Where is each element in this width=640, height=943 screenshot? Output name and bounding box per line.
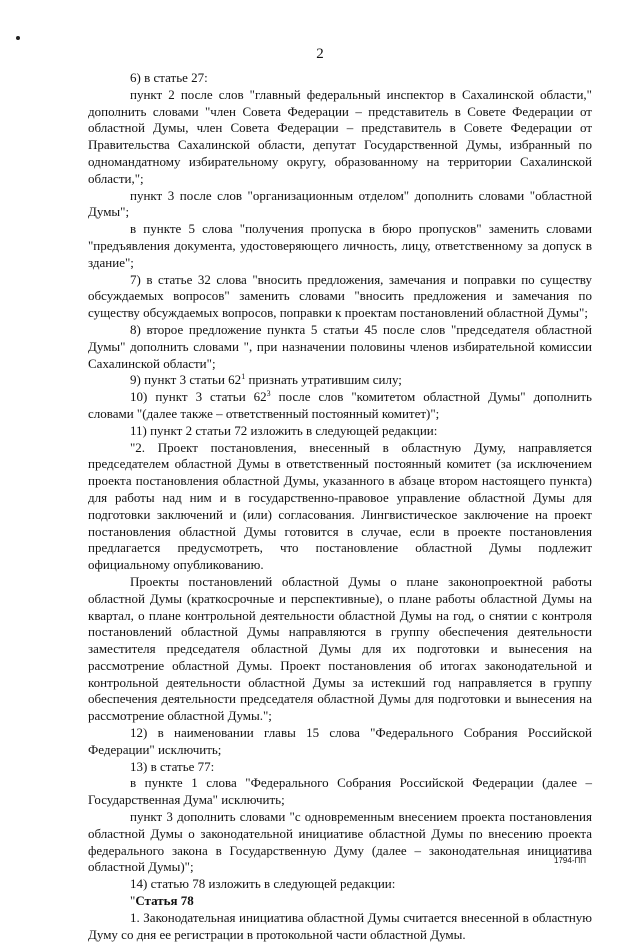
paragraph: в пункте 1 слова "Федерального Собрания Российской Федерации (далее – Государственная Дума" исключить;	[88, 775, 592, 808]
document-code: 1794-ПП	[554, 856, 586, 865]
paragraph: Проекты постановлений областной Думы о плане законопроектной работы областной Думы (краткосрочные и перспективные), о плане работы областной Думы на квартал, о плане контрольной деятельности областной Думы на год, о снятии с контроля постановлений областной Думы направляются в группу обеспечения деятельности заместителя председателя областной Думы для их подготовки и вынесения на рассмотрение областной Думы. Проект постановления об итогах законодательной и контрольной деятельности областной Думы за истекший год направляется в группу обеспечения деятельности председателя областной Думы для подготовки и вынесения на рассмотрение областной Думы.";	[88, 573, 592, 724]
article-heading: "Статья 78	[130, 893, 194, 909]
paragraph: 14) статью 78 изложить в следующей редакции:	[130, 876, 396, 892]
paragraph: пункт 3 после слов "организационным отделом" дополнить словами "областной Думы";	[88, 187, 592, 220]
paragraph: пункт 3 дополнить словами "с одновременным внесением проекта постановления областной Думы о законодательной инициативе областной Думы по внесению проекта федерального закона в Государственную Думу (далее – законодательная инициатива областной Думы)";	[88, 809, 592, 875]
paragraph: 8) второе предложение пункта 5 статьи 45 после слов "председателя областной Думы" дополнить словами ", при назначении половины членов избирательной комиссии Сахалинской области";	[88, 321, 592, 371]
paragraph-item-10: 10) пункт 3 статьи $62^3$ после слов "комитетом областной Думы" дополнить словами "(далее также – ответственный постоянный комитет)";	[88, 389, 592, 421]
paragraph: 13) в статье 77:	[130, 758, 215, 774]
page-number: 2	[316, 46, 324, 62]
paragraph: "2. Проект постановления, внесенный в областную Думу, направляется председателем областной Думы в ответственный постоянный комитет (за исключением проекта постановления областной Думы, указанного в абзаце втором настоящего пункта) для работы над ним и в государственно-правовое управление областной Думы для подготовки заключений и (или) согласования. Лингвистическое заключение на проект постановления областной Думы готовится в случае, если в проекте постановления предлагается предусмотреть, что постановление областной Думы подлежит официальному опубликованию.	[88, 439, 592, 573]
superscript: 1	[241, 372, 246, 382]
superscript: 3	[266, 389, 271, 399]
paragraph: в пункте 5 слова "получения пропуска в бюро пропусков" заменить словами "предъявления документа, удостоверяющего личность, лицу, ответственному за допуск в здание";	[88, 221, 592, 270]
article-title: Статья 78	[135, 893, 194, 909]
paragraph: 1. Законодательная инициатива областной Думы считается внесенной в областную Думу со дня ее регистрации в протокольной части областной Думы.	[88, 909, 592, 942]
scan-speck	[16, 36, 20, 40]
paragraph: 11) пункт 2 статьи 72 изложить в следующей редакции:	[130, 422, 438, 438]
document-body	[88, 70, 592, 943]
paragraph: 6) в статье 27:	[130, 70, 208, 85]
paragraph: 7) в статье 32 слова "вносить предложения, замечания и поправки по существу обсуждаемых вопросов" заменить словами "вносить предложения и замечания по существу обсуждаемых вопросов, поправки к проектам постановлений областной Думы";	[88, 271, 592, 321]
paragraph: 12) в наименовании главы 15 слова "Федерального Собрания Российской Федерации" исключить;	[88, 725, 592, 757]
paragraph: пункт 2 после слов "главный федеральный инспектор в Сахалинской области," дополнить словами "член Совета Федерации – представитель в Совете Федерации от областной Думы, член Совета Федерации – представитель в Совете Федерации от Правительства Сахалинской области, депутат Государственной Думы, избранный по одномандатному избирательному округу, образованному на территории Сахалинской области,";	[88, 86, 592, 186]
paragraph-item-9: 9) пункт 3 статьи $62^1$ признать утратившим силу;	[130, 372, 402, 388]
